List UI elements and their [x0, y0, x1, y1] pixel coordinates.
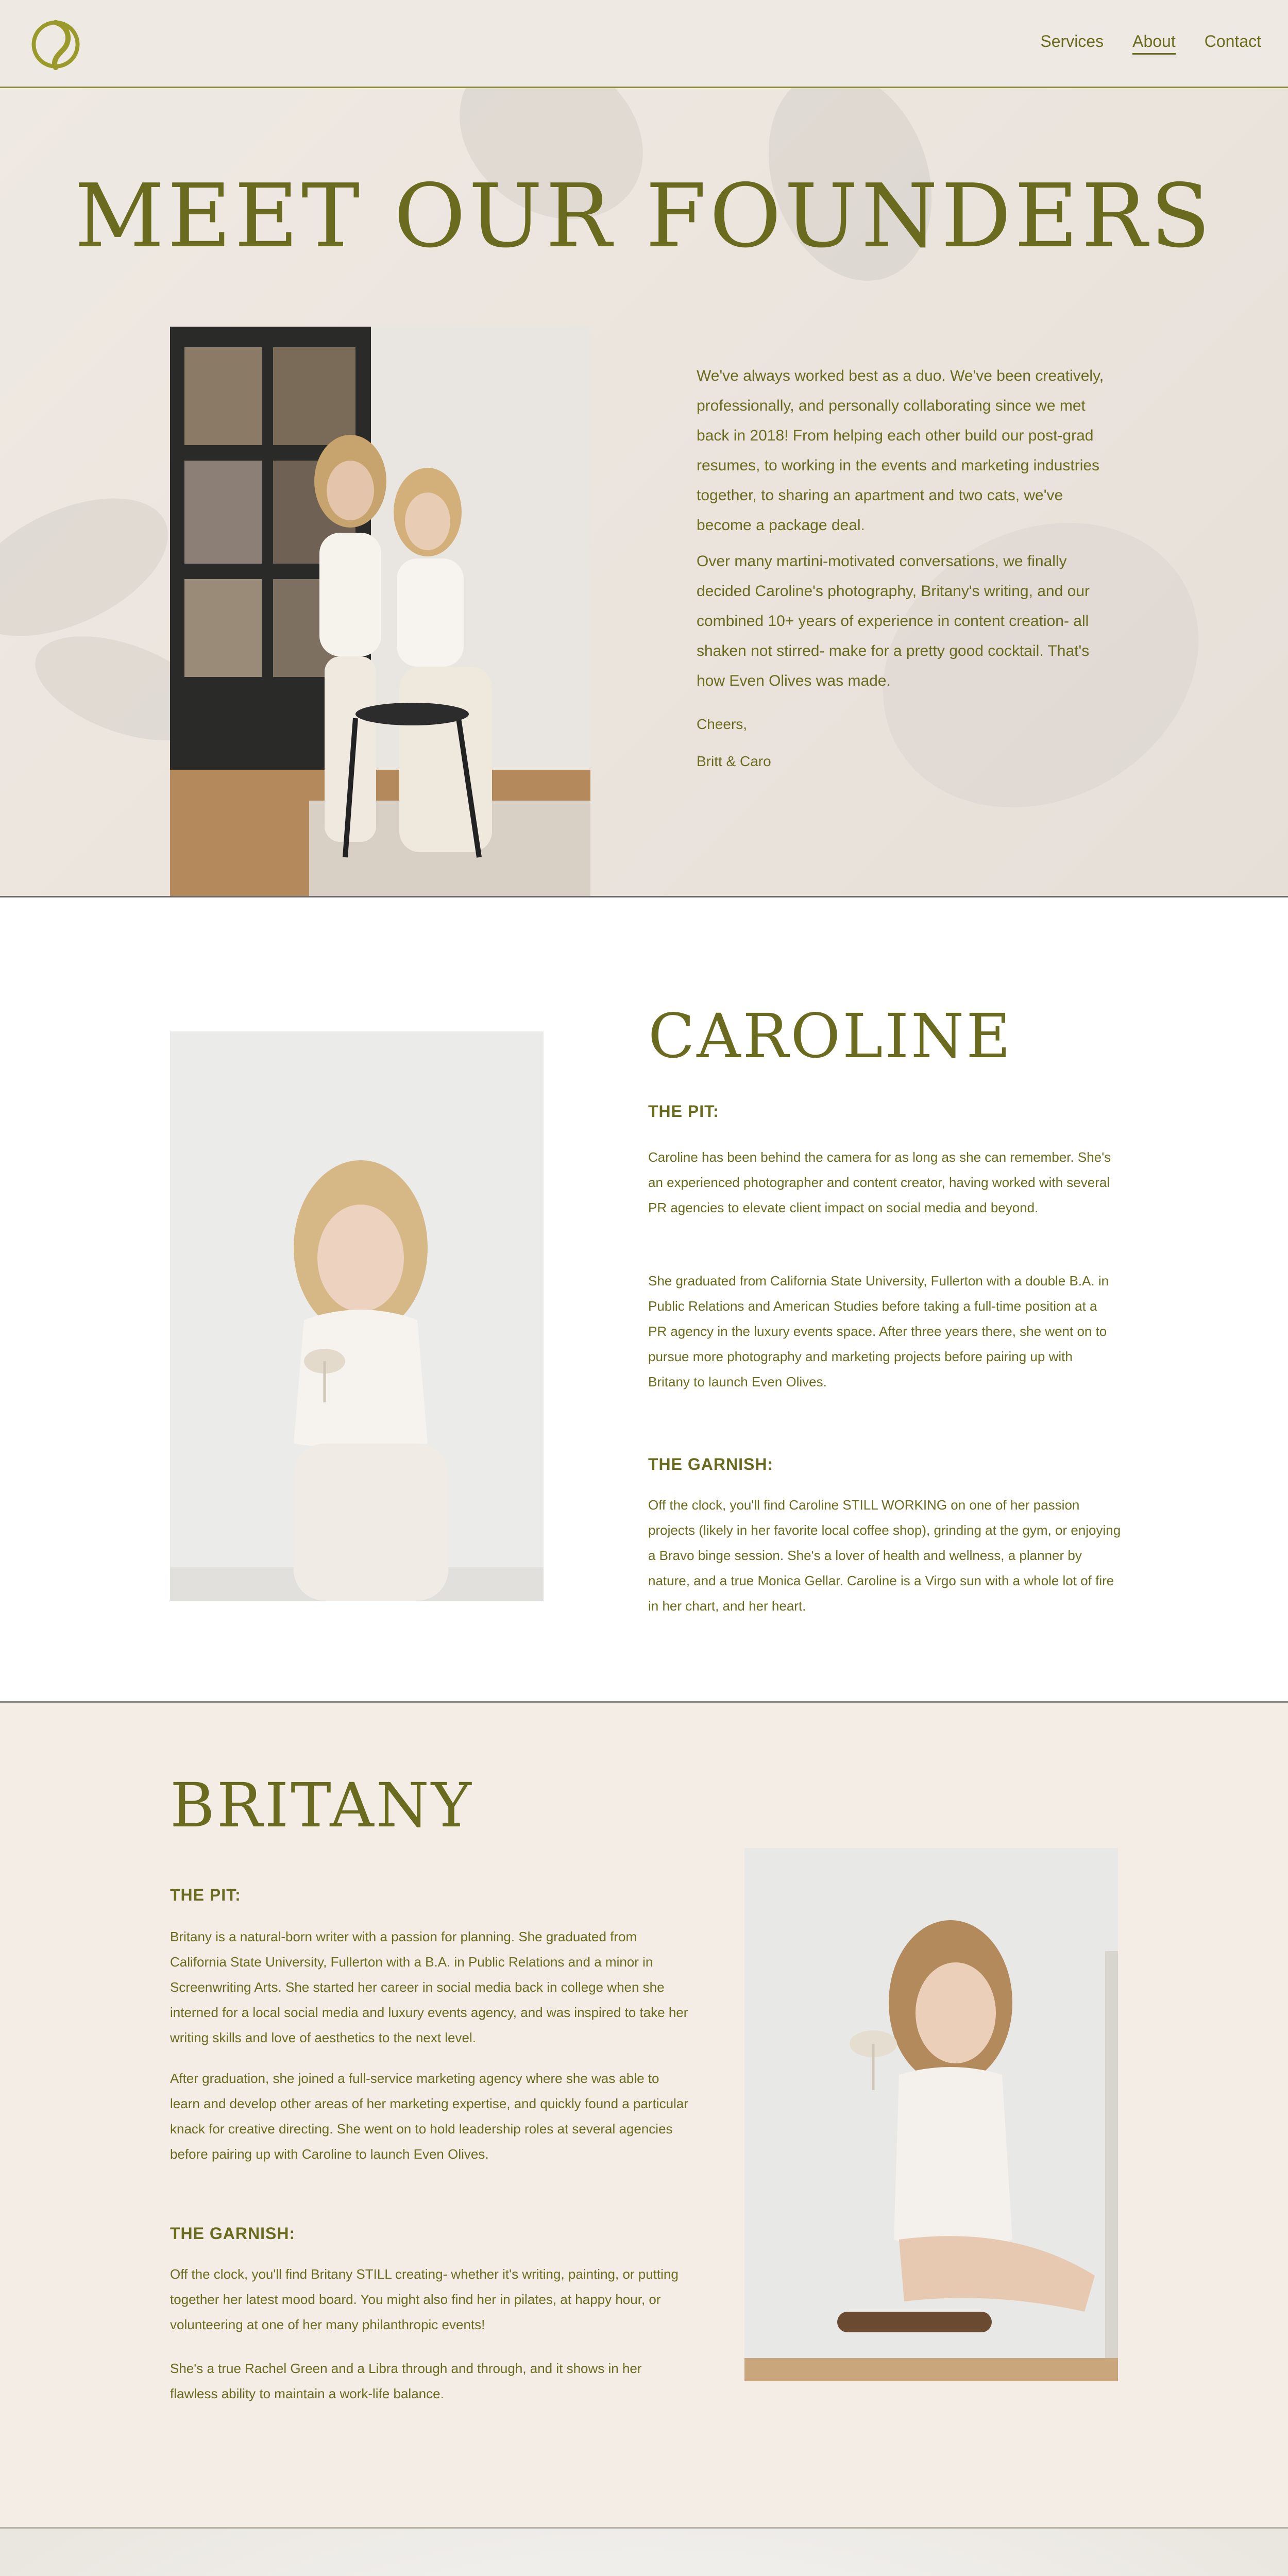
britany-garnish-paragraph: She's a true Rachel Green and a Libra through and through, and it shows in her flawless ability to maintain a work-life balance. — [170, 2361, 642, 2401]
caroline-name: CAROLINE — [648, 1001, 1013, 1072]
britany-pit-paragraph: After graduation, she joined a full-service marketing agency where she was able to learn and develop other areas of her marketing expertise, and quickly found a particular knack for creative directing. She went on to hold leadership roles at several agencies before pairing up with Caroline to launch Even Olives. — [170, 2071, 688, 2162]
nav-about-link[interactable]: About — [1132, 32, 1176, 55]
founders-section — [0, 88, 1288, 897]
caroline-photo-illustration — [170, 1031, 544, 1601]
caroline-section — [0, 897, 1288, 1703]
caroline-garnish-heading: THE GARNISH: — [648, 1455, 774, 1473]
britany-name: BRITANY — [170, 1770, 473, 1841]
main-nav — [1040, 32, 1261, 55]
britany-section — [0, 1703, 1288, 2529]
founders-photo-illustration — [170, 327, 590, 896]
page-title: MEET OUR FOUNDERS — [74, 165, 1214, 267]
nav-contact-link[interactable]: Contact — [1204, 32, 1261, 50]
caroline-pit-heading: THE PIT: — [648, 1102, 719, 1121]
founders-paragraph: Over many martini-motivated conversations, we finally decided Caroline's photography, Britany's writing, and our combined 10+ years of experience in content creation- all shaken not stirred- make for a pretty good cocktail. That's how Even Olives was made. — [697, 553, 1090, 689]
britany-garnish-heading: THE GARNISH: — [170, 2224, 296, 2243]
even-olives-logo-icon[interactable] — [27, 14, 84, 72]
cta-section — [0, 2529, 1288, 2576]
britany-garnish-paragraph: Off the clock, you'll find Britany STILL creating- whether it's writing, painting, or putting together her latest mood board. You might also find her in pilates, at happy hour, or volunteering at one of her many philanthropic events! — [170, 2266, 679, 2332]
caroline-pit-paragraph: She graduated from California State University, Fullerton with a double B.A. in Public Relations and American Studies before taking a full-time position at a PR agency in the luxury events space. After three years there, she went on to pursue more photography and marketing projects before pairing up with Britany to launch Even Olives. — [648, 1273, 1109, 1389]
founders-text — [697, 361, 1119, 783]
founders-photo — [170, 327, 590, 896]
britany-photo — [744, 1848, 1118, 2381]
nav-services-link[interactable]: Services — [1040, 32, 1104, 50]
founders-signoff: Cheers, — [697, 716, 748, 732]
founders-signature: Britt & Caro — [697, 753, 771, 769]
britany-photo-illustration — [744, 1848, 1118, 2381]
caroline-photo — [170, 1031, 544, 1601]
leaf-shadow — [0, 470, 189, 665]
britany-pit-heading: THE PIT: — [170, 1886, 241, 1904]
site-header — [0, 0, 1288, 88]
caroline-pit-paragraph: Caroline has been behind the camera for as long as she can remember. She's an experienced photographer and content creator, having worked with several PR agencies to elevate client impact on social media and beyond. — [648, 1149, 1111, 1215]
britany-pit-paragraph: Britany is a natural-born writer with a passion for planning. She graduated from California State University, Fullerton with a B.A. in Public Relations and a minor in Screenwriting Arts. She started her career in social media back in college when she interned for a local social media and luxury events agency, and was inspired to take her writing skills and love of aesthetics to the next level. — [170, 1929, 688, 2045]
founders-paragraph: We've always worked best as a duo. We've been creatively, professionally, and personally collaborating since we met back in 2018! From helping each other build our post-grad resumes, to working in the events and marketing industries together, to sharing an apartment and two cats, we've become a package deal. — [697, 367, 1104, 534]
caroline-garnish-paragraph: Off the clock, you'll find Caroline STILL WORKING on one of her passion projects (likely in her favorite local coffee shop), grinding at the gym, or enjoying a Bravo binge session. She's a lover of health and wellness, a planner by nature, and a true Monica Gellar. Caroline is a Virgo sun with a whole lot of fire in her chart, and her heart. — [648, 1497, 1121, 1614]
